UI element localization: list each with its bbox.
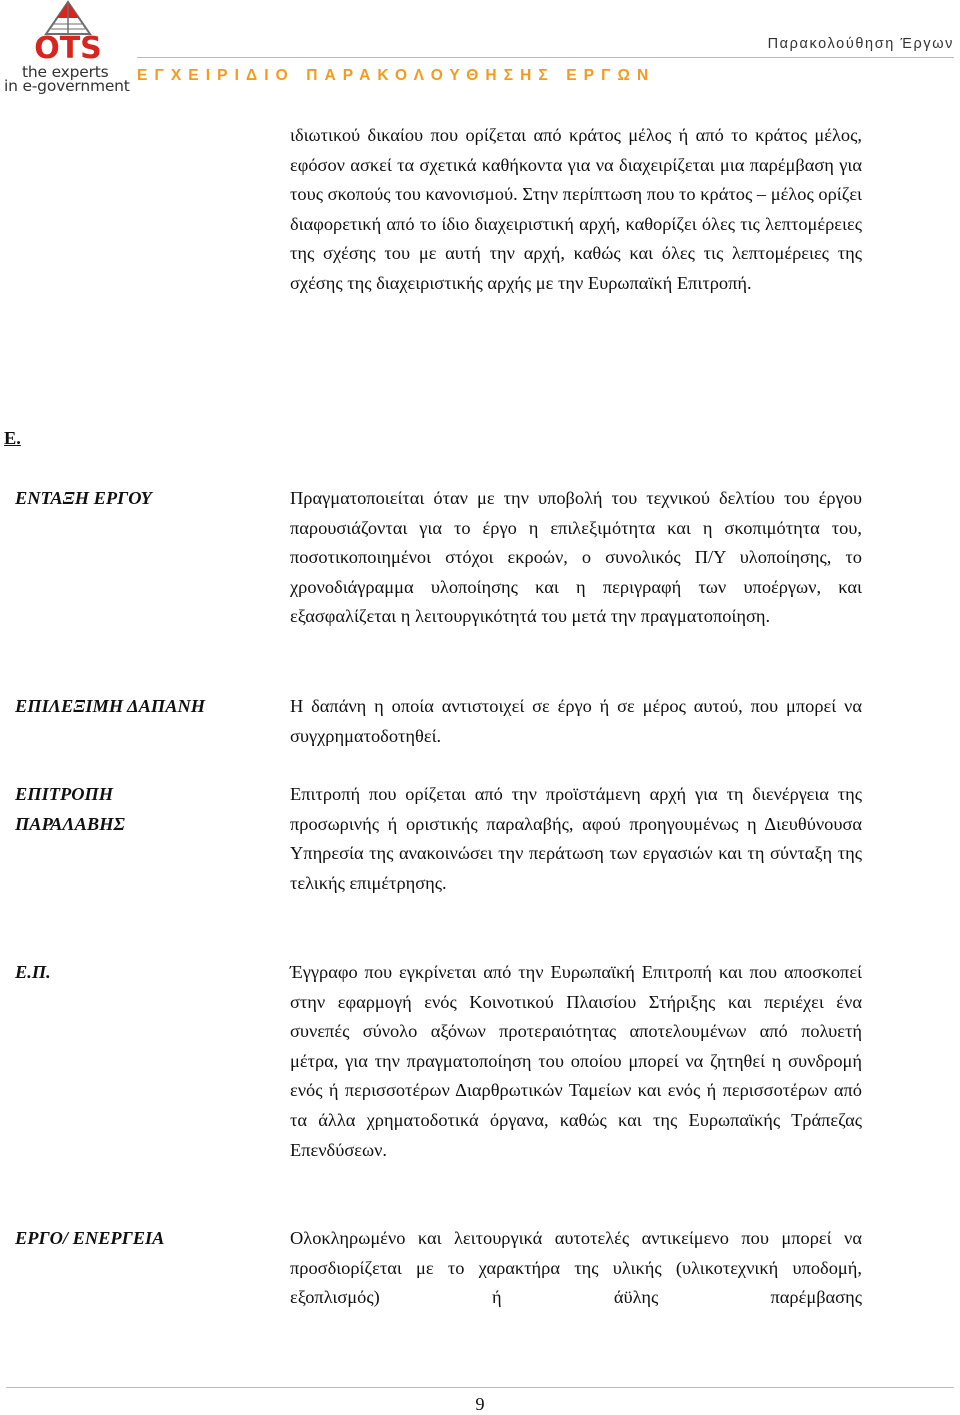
logo-wordmark: OTS xyxy=(34,31,102,64)
header-section-label: Παρακολούθηση Έργων xyxy=(767,36,954,52)
definition-term: ΕΠΙΤΡΟΠΗ ΠΑΡΑΛΑΒΗΣ xyxy=(15,784,125,834)
footer-divider xyxy=(6,1387,954,1388)
definition-term: ΕΠΙΛΕΞΙΜΗ ΔΑΠΑΝΗ xyxy=(15,696,206,716)
definition-text: Ολοκληρωμένο και λειτουργικά αυτοτελές αντικείμενο που μπορεί να προσδιορίζεται με το χαρακτήρα της υλικής (υλικοτεχνική υποδομή, εξοπλισμός) ή άϋλης παρέμβασης xyxy=(290,1228,862,1308)
definition-text: Έγγραφο που εγκρίνεται από την Ευρωπαϊκή Επιτροπή και που αποσκοπεί στην εφαρμογή ενός Κοινοτικού Πλαισίου Στήριξης και περιέχει ένα συνεπές σύνολο αξόνων προτεραιότητας αποτελουμένων από πολυετή μέτρα, για την πραγματοποίηση του οποίου μπορεί να ζητηθεί η συνδρομή ενός ή περισσοτέρων Διαρθρωτικών Ταμείων και ενός ή περισσοτέρων από τα άλλα χρηματοδοτικά όργανα, καθώς και της Ευρωπαϊκής Τράπεζας Επενδύσεων. xyxy=(290,962,862,1160)
header-title: ΕΓΧΕΙΡΙΔΙΟ ΠΑΡΑΚΟΛΟΥΘΗΣΗΣ ΕΡΓΩΝ xyxy=(137,67,656,84)
intro-paragraph: ιδιωτικού δικαίου που ορίζεται από κράτος μέλος ή από το κράτος μέλος, εφόσον ασκεί τα σχετικά καθήκοντα για να διαχειρίζεται μια παρέμβαση για τους σκοπούς του κανονισμού. Στην περίπτωση που το κράτος – μέλος ορίζει διαφορετική από το ίδιο διαχειριστική αρχή, καθορίζει όλες τις λεπτομέρειες της σχέσης του με αυτή την αρχή, καθώς και όλες τις λεπτομέρειες της σχέσης της διαχειριστικής αρχής με την Ευρωπαϊκή Επιτροπή. xyxy=(290,125,862,293)
page-number: 9 xyxy=(475,1394,485,1414)
definition-term: ΕΡΓΟ/ ΕΝΕΡΓΕΙΑ xyxy=(15,1228,165,1248)
header-divider xyxy=(137,57,954,58)
section-heading: Ε. xyxy=(4,428,21,448)
logo-tagline-2: in e-government xyxy=(4,77,130,95)
definition-text: Επιτροπή που ορίζεται από την προϊστάμενη αρχή για τη διενέργεια της προσωρινής ή οριστικής παραλαβής, αφού προηγουμένως η Διευθύνουσα Υπηρεσία της ανακοινώσει την περάτωση των εργασιών και τη σύνταξη της τελικής επιμέτρησης. xyxy=(290,784,862,893)
ots-logo-icon xyxy=(2,0,136,64)
definition-term: Ε.Π. xyxy=(15,962,51,982)
definition-term: ΕΝΤΑΞΗ ΕΡΓΟΥ xyxy=(15,488,152,508)
logo-tagline-1: the experts xyxy=(22,63,109,81)
definition-text: Πραγματοποιείται όταν με την υποβολή του τεχνικού δελτίου του έργου παρουσιάζονται για το έργο η επιλεξιμότητα και η σκοπιμότητα του, ποσοτικοποιημένοι στόχοι εκροών, ο συνολικός Π/Υ υλοποίησης, το χρονοδιάγραμμα υλοποίησης και η περιγραφή των υποέργων, και εξασφαλίζεται η λειτουργικότητά του μετά την πραγματοποίηση. xyxy=(290,488,862,627)
definition-text: Η δαπάνη η οποία αντιστοιχεί σε έργο ή σε μέρος αυτού, που μπορεί να συγχρηματοδοτηθεί. xyxy=(290,696,862,746)
